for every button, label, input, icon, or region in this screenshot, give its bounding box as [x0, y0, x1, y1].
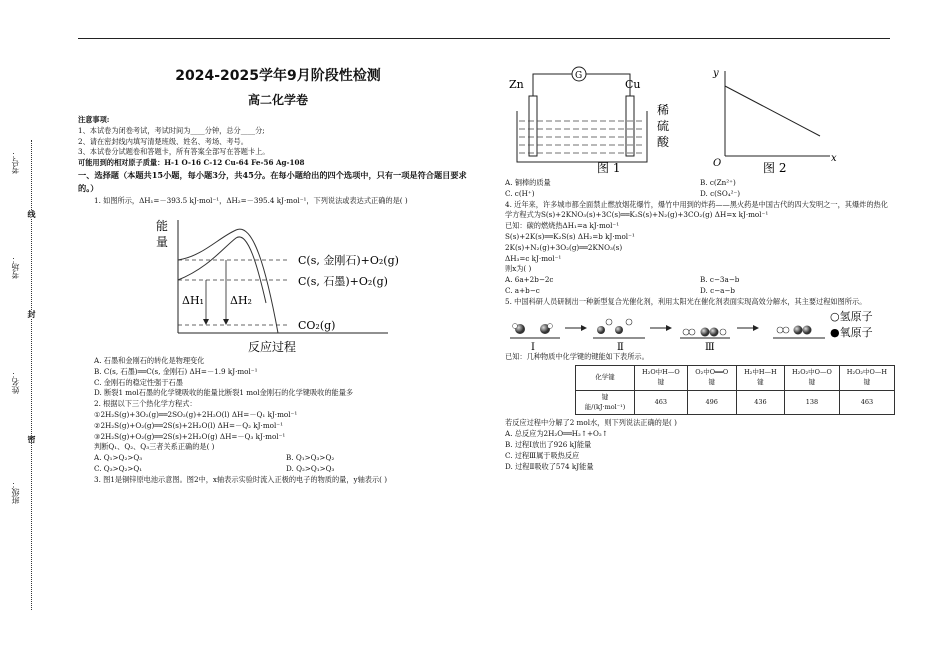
q5-legend-o: ●氧原子: [830, 325, 873, 339]
seal-mark-seal: 封: [27, 310, 37, 318]
table-header-row: [576, 366, 895, 391]
table-cell: 436: [736, 390, 784, 415]
q5-atoms-2: [597, 319, 632, 334]
q2-judge: 判断Q₁、Q₂、Q₃三者关系正确的是( ): [94, 442, 215, 452]
q2-option-a: A. Q₁>Q₂>Q₃: [94, 453, 143, 463]
q5-stage-2: Ⅱ: [617, 341, 624, 352]
q4-option-d: D. c−a−b: [700, 285, 736, 295]
q4-stem: 4. 近年来，许多城市都全面禁止燃放烟花爆竹，爆竹中用到的炸药——黑火药是中国古代的四大发明之一，其爆炸的热化学方程式为S(s)+2KNO₃(s)+3C(s)══K₂S(s)+N₂(g)+3CO₂(g) ΔH=x kJ·mol⁻¹: [505, 199, 888, 220]
q3-zn-label: Zn: [509, 78, 524, 91]
table-cell: 463: [839, 390, 894, 415]
q1-arrowhead-dh1: [203, 319, 209, 325]
q3-fig2-y: y: [713, 68, 719, 79]
q5-arrowhead-1: [581, 325, 587, 331]
table-row: [576, 390, 895, 415]
q5-option-b: B. 过程Ⅰ放出了926 kJ能量: [505, 439, 592, 449]
exam-subtitle: 高二化学卷: [247, 93, 308, 107]
q1-dh1-label: ΔH₁: [182, 294, 204, 308]
q4-eq-3: ΔH₃=c kJ·mol⁻¹: [505, 253, 562, 263]
q3-fig2-graph: [705, 66, 845, 178]
q3-cu-electrode: [626, 96, 634, 156]
table-cell: 138: [784, 390, 839, 415]
exam-title: 2024-2025学年9月阶段性检测: [175, 68, 381, 84]
q4-options-row2: [505, 286, 895, 297]
q3-cu-label: Cu: [625, 78, 641, 91]
q5-option-c: C. 过程Ⅲ属于吸热反应: [505, 450, 580, 460]
q3-fig2-caption: 图 2: [763, 161, 787, 175]
name-label: 姓名：: [11, 370, 20, 394]
q1-option-c: C. 金刚石的稳定性强于石墨: [94, 377, 183, 387]
q4-ask: 则x为( ): [505, 264, 532, 274]
q5-stem: 5. 中国科研人员研制出一种新型复合光催化剂，利用太阳光在催化剂表面实现高效分解水，其主要过程如图所示。: [505, 296, 867, 306]
q2-option-d: D. Q₂>Q₁>Q₃: [286, 464, 335, 473]
q5-molecules-1: [513, 323, 553, 334]
q4-known: 已知：碳的燃烧热ΔH₁=a kJ·mol⁻¹: [505, 221, 620, 231]
section1-heading: 一、选择题（本题共15小题，每小题3分，共45分。在每小题给出的四个选项中，只有一项是符合题目要求的。）: [78, 169, 467, 194]
seal-mark-line: 线: [27, 210, 37, 218]
q1-stem: 1. 如图所示，ΔH₁=－393.5 kJ·mol⁻¹，ΔH₂=－395.4 kJ·mol⁻¹，下列说法或表达式正确的是( ): [94, 196, 408, 206]
class-label: 班级：: [11, 480, 20, 504]
seal-mark-secret: 密: [27, 435, 37, 443]
q5-stage-3: Ⅲ: [705, 341, 715, 352]
q1-level2-label: C(s, 石墨)+O₂(g): [298, 275, 388, 289]
q1-option-a: A. 石墨和金刚石的转化是物理变化: [94, 356, 205, 366]
q2-stem: 2. 根据以下三个热化学方程式：: [94, 399, 197, 409]
notice-item: 2、请在密封线内填写清楚班级、姓名、考场、考号。: [78, 136, 248, 146]
q5-option-a: A. 总反应为2H₂O══H₂↑+O₂↑: [505, 429, 608, 439]
exam-no-label: 考号：: [11, 150, 20, 174]
q5-known: 已知：几种物质中化学键的键能如下表所示。: [505, 351, 649, 361]
q1-xlabel: 反应过程: [248, 340, 297, 355]
table-header-cell: H₂O中H—O键: [635, 366, 688, 391]
q5-atoms-3: [683, 327, 726, 336]
q5-stage-1: Ⅰ: [531, 341, 535, 352]
q3-acid-label: [655, 66, 685, 178]
room-label: 考场：: [11, 255, 20, 279]
q4-option-b: B. c−3a−b: [700, 275, 740, 285]
q3-acid-3: 酸: [657, 135, 670, 149]
q2-option-c: C. Q₃>Q₂>Q₁: [94, 464, 143, 473]
q4-option-a: A. 6a+2b−2c: [505, 275, 554, 285]
q4-eq-2: 2K(s)+N₂(g)+3O₂(g)══2KNO₃(s): [505, 242, 623, 252]
q1-option-b: B. C(s, 石墨)══C(s, 金刚石) ΔH=－1.9 kJ·mol⁻¹: [94, 366, 258, 376]
table-cell: 496: [687, 390, 736, 415]
q3-fig2-o: O: [713, 158, 722, 169]
q3-acid-1: 稀: [657, 103, 670, 117]
table-header-cell: H₂O₂中O—H键: [839, 366, 894, 391]
q1-ylabel-1: 能: [156, 219, 169, 234]
q3-options-row1: [505, 178, 895, 189]
q2-eq-3: ③2H₂S(g)+O₂(g)══2S(s)+2H₂O(g) ΔH=－Q₃ kJ·mol⁻¹: [94, 431, 286, 441]
q1-energy-diagram: [148, 208, 478, 356]
q2-eq-1: ①2H₂S(g)+3O₂(g)══2SO₂(g)+2H₂O(l) ΔH=－Q₁ kJ·mol⁻¹: [94, 410, 298, 420]
notice-item: 3、本试卷分试题卷和答题卡，所有答案全部写在答题卡上。: [78, 147, 270, 157]
atomic-masses: 可能用到的相对原子质量：H-1 O-16 C-12 Cu-64 Fe-56 Ag-108: [78, 158, 305, 168]
q2-options-row2: [78, 464, 478, 475]
q3-option-b: B. c(Zn²⁺): [700, 178, 736, 187]
table-header-cell: O₂中O══O键: [687, 366, 736, 391]
q5-process-diagram: [505, 308, 895, 352]
q3-zn-electrode: [529, 96, 537, 156]
q1-dh2-label: ΔH₂: [230, 294, 252, 308]
q3-g-label: G: [575, 71, 583, 81]
q5-ask: 若反应过程中分解了2 mol水，则下列说法正确的是( ): [505, 418, 677, 428]
q1-ylabel-2: 量: [156, 235, 169, 250]
q3-acid-2: 硫: [657, 119, 670, 133]
q1-level1-label: C(s, 金刚石)+O₂(g): [298, 254, 399, 268]
q3-option-c: C. c(H⁺): [505, 188, 535, 198]
q2-options-row1: [78, 453, 478, 464]
q4-options-row1: [505, 275, 895, 286]
q3-wire-right: [586, 74, 630, 102]
q3-fig1-caption: 图 1: [597, 161, 621, 175]
q5-arrowhead-2: [666, 325, 672, 331]
table-header-cell: H₂中H—H键: [736, 366, 784, 391]
header-rule: [78, 38, 890, 39]
q3-fig2-x: x: [831, 153, 837, 164]
binding-margin: [0, 40, 60, 600]
q3-option-d: D. c(SO₄²⁻): [700, 188, 741, 198]
q3-fig2-line: [725, 86, 820, 136]
q4-option-c: C. a+b−c: [505, 285, 540, 295]
table-header-cell: H₂O₂中O—O键: [784, 366, 839, 391]
q5-products: [777, 325, 812, 334]
left-column: [78, 66, 478, 486]
q1-arrowhead-dh2: [223, 319, 229, 325]
q5-legend-h: ○氢原子: [830, 309, 873, 323]
q2-option-b: B. Q₁>Q₃>Q₂: [286, 453, 335, 463]
q5-arrowhead-3: [753, 325, 759, 331]
q2-eq-2: ②2H₂S(g)+O₂(g)══2S(s)+2H₂O(l) ΔH=－Q₂ kJ·mol⁻¹: [94, 420, 283, 430]
notice-heading: 注意事项:: [78, 115, 110, 124]
q1-option-d: D. 断裂1 mol石墨的化学键吸收的能量比断裂1 mol金刚石的化学键吸收的能量多: [94, 388, 354, 398]
q3-options-row2: [505, 189, 895, 200]
table-header-cell: 化学键: [576, 366, 635, 391]
q3-figures: [505, 66, 895, 178]
right-column: [505, 66, 895, 472]
q3-option-a: A. 铜棒的质量: [505, 178, 551, 187]
q5-option-d: D. 过程Ⅱ吸收了574 kJ能量: [505, 461, 594, 471]
q3-fig1-cell: [505, 66, 655, 178]
q1-level3-label: CO₂(g): [298, 319, 336, 333]
q3-wire-left: [533, 74, 572, 102]
notice-item: 1、本试卷为闭卷考试，考试时间为____分钟，总分____分;: [78, 125, 265, 135]
q4-eq-1: S(s)+2K(s)══K₂S(s) ΔH₂=b kJ·mol⁻¹: [505, 231, 635, 241]
bond-energy-table: [575, 365, 895, 415]
q3-stem: 3. 图1是铜锌原电池示意图。图2中，x轴表示实验时流入正极的电子的物质的量，y轴表示( ): [94, 474, 388, 484]
table-cell: 463: [635, 390, 688, 415]
table-row-label: 键能/(kJ·mol⁻¹): [576, 390, 635, 415]
